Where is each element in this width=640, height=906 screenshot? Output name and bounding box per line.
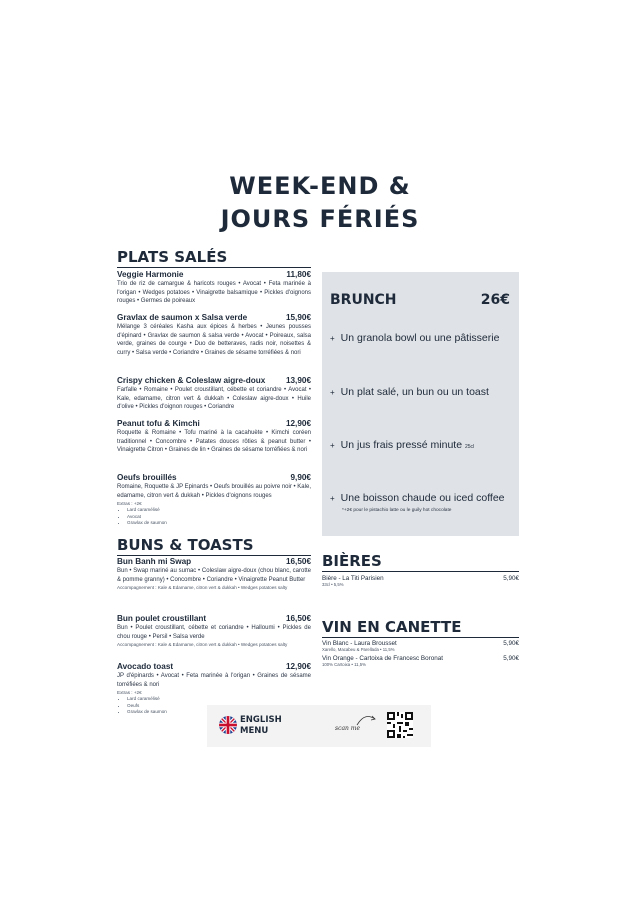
drink-price: 5,90€ <box>503 575 519 582</box>
brunch-item: + Un granola bowl ou une pâtisserie <box>330 332 500 344</box>
menu-item <box>117 270 311 306</box>
english-menu-label: ENGLISH MENU <box>240 715 282 736</box>
menu-item <box>117 614 311 648</box>
item-description: Trio de riz de camargue & haricots rouges • Avocat • Feta marinée à l'origan • Wedges potatoes • Vinaigrette balsamique • Pickles d'oignons rouges • Germes de poireaux <box>117 281 311 305</box>
drink-name: Vin Orange - Cartoixa de Francesc Boronat <box>322 655 443 662</box>
item-name: Avocado toast <box>117 662 174 671</box>
item-price: 15,90€ <box>285 313 311 322</box>
drink-price: 5,90€ <box>503 640 519 647</box>
scan-me-label: scan me <box>335 725 361 732</box>
item-name: Bun Banh mi Swap <box>117 557 192 566</box>
section-title-buns: BUNS & TOASTS <box>117 536 311 556</box>
item-price: 12,90€ <box>285 662 311 671</box>
brunch-item: + Un jus frais pressé minute 25cl <box>330 439 475 451</box>
extra-item: • Lard caramélisé <box>127 507 311 513</box>
drink-details: 33cl • 5,5% <box>322 582 344 587</box>
item-description: Farfalle • Romaine • Poulet croustillant, cébette et coriandre • Avocat • Kale, edamame, citron vert & dukkah • Coleslaw aigre-doux • Huile d'olive • Pickles d'oignon rouges • Coriandre <box>117 387 311 411</box>
item-name: Crispy chicken & Coleslaw aigre-doux <box>117 376 266 385</box>
drink-name: Vin Blanc - Laura Brousset <box>322 640 397 647</box>
item-description: Bun • Poulet croustillant, cébette et coriandre • Halloumi • Pickles de chou rouge • Persil • Salsa verde <box>117 625 311 640</box>
arrow-icon <box>355 713 379 727</box>
brunch-item: + Un plat salé, un bun ou un toast <box>330 386 489 398</box>
volume-label: 25cl <box>464 444 475 450</box>
uk-flag-icon <box>219 716 237 734</box>
section-title-bieres: BIÈRES <box>322 552 519 572</box>
extras-list <box>117 501 311 526</box>
extra-item: • Gravlax de saumon <box>127 709 311 715</box>
item-price: 13,90€ <box>285 376 311 385</box>
menu-item <box>117 313 311 357</box>
extra-item: • Oeufs <box>127 703 311 709</box>
extras-label: Extras : +2€ <box>117 690 142 696</box>
brunch-panel <box>322 272 519 536</box>
item-price: 9,90€ <box>290 473 311 482</box>
item-accompaniment: Accompagnement : Kale & Edamame, citron vert & dukkah • Wedges potatoes salty <box>117 585 288 591</box>
drink-price: 5,90€ <box>503 655 519 662</box>
brunch-price: 26€ <box>480 292 510 308</box>
page-title-line2: JOURS FÉRIÉS <box>220 205 420 233</box>
item-accompaniment: Accompagnement : Kale & Edamame, citron vert & dukkah • Wedges potatoes salty <box>117 642 288 648</box>
plus-icon: + <box>330 334 335 343</box>
drink-details: 100% Cartoixa • 11,5% <box>322 662 366 667</box>
menu-item <box>117 419 311 455</box>
item-price: 16,50€ <box>285 557 311 566</box>
item-description: Bun • Swap mariné au sumac • Coleslaw aigre-doux (chou blanc, carotte & pomme granny) • Concombre • Coriandre • Vinaigrette Peanut Butter <box>117 568 311 583</box>
drink-item <box>322 575 519 587</box>
drink-item <box>322 640 519 652</box>
brunch-item: + Une boisson chaude ou iced coffee <box>330 492 505 504</box>
extras-label: Extras : +2€ <box>117 501 142 507</box>
item-description: Romaine, Roquette & JP Epinards • Oeufs brouillés au poivre noir • Kale, edamame, citron vert & dukkah • Pickles d'oignons rouges <box>117 484 311 499</box>
item-name: Oeufs brouillés <box>117 473 177 482</box>
menu-item <box>117 376 311 412</box>
item-name: Peanut tofu & Kimchi <box>117 419 200 428</box>
drink-item <box>322 655 519 667</box>
drink-details: Xarello, Macabeu & Parellada • 11,5% <box>322 647 395 652</box>
item-price: 12,90€ <box>285 419 311 428</box>
section-title-vin: VIN EN CANETTE <box>322 618 519 638</box>
drink-name: Bière - La Titi Parisien <box>322 575 384 582</box>
item-description: Roquette & Romaine • Tofu mariné à la cacahuète • Kimchi coréen traditionnel • Concombre • Patates douces rôties & peanut butter • Vinaigrette Citron • Graines de lin • Graines de sésame torréfiées & nori <box>117 430 311 454</box>
menu-item <box>117 473 311 526</box>
item-name: Gravlax de saumon x Salsa verde <box>117 313 248 322</box>
extra-item: • Avocat <box>127 514 311 520</box>
item-name: Bun poulet croustillant <box>117 614 207 623</box>
menu-item <box>117 557 311 591</box>
item-description: Mélange 3 céréales Kasha aux épices & herbes • Jeunes pousses d'épinard • Gravlax de saumon & salsa verde • Avocat • Poireaux, salsa verde, graines de courge • Duo de betteraves, radis noir, noisettes & curry • Salsa verde • Coriandre • Graines de sésame torréfiées & nori <box>117 324 311 356</box>
brunch-header <box>330 292 510 308</box>
qr-code-icon[interactable] <box>387 712 413 738</box>
brunch-note: *+2€ pour le pistachio latte ou le guily hot chocolate <box>342 508 452 513</box>
item-name: Veggie Harmonie <box>117 270 184 279</box>
plus-icon: + <box>330 388 335 397</box>
plus-icon: + <box>330 494 335 503</box>
extra-item: • Gravlax de saumon <box>127 520 311 526</box>
item-description: JP d'épinards • Avocat • Feta marinée à l'origan • Graines de sésame torréfiées & nori <box>117 673 311 688</box>
brunch-title: BRUNCH <box>330 292 397 308</box>
section-title-plats: PLATS SALÉS <box>117 248 311 268</box>
page-title-line1: WEEK-END & <box>229 172 411 200</box>
extra-item: • Lard caramélisé <box>127 696 311 702</box>
item-price: 16,50€ <box>285 614 311 623</box>
plus-icon: + <box>330 441 335 450</box>
english-menu-banner[interactable] <box>207 705 431 747</box>
item-price: 11,80€ <box>286 270 311 279</box>
